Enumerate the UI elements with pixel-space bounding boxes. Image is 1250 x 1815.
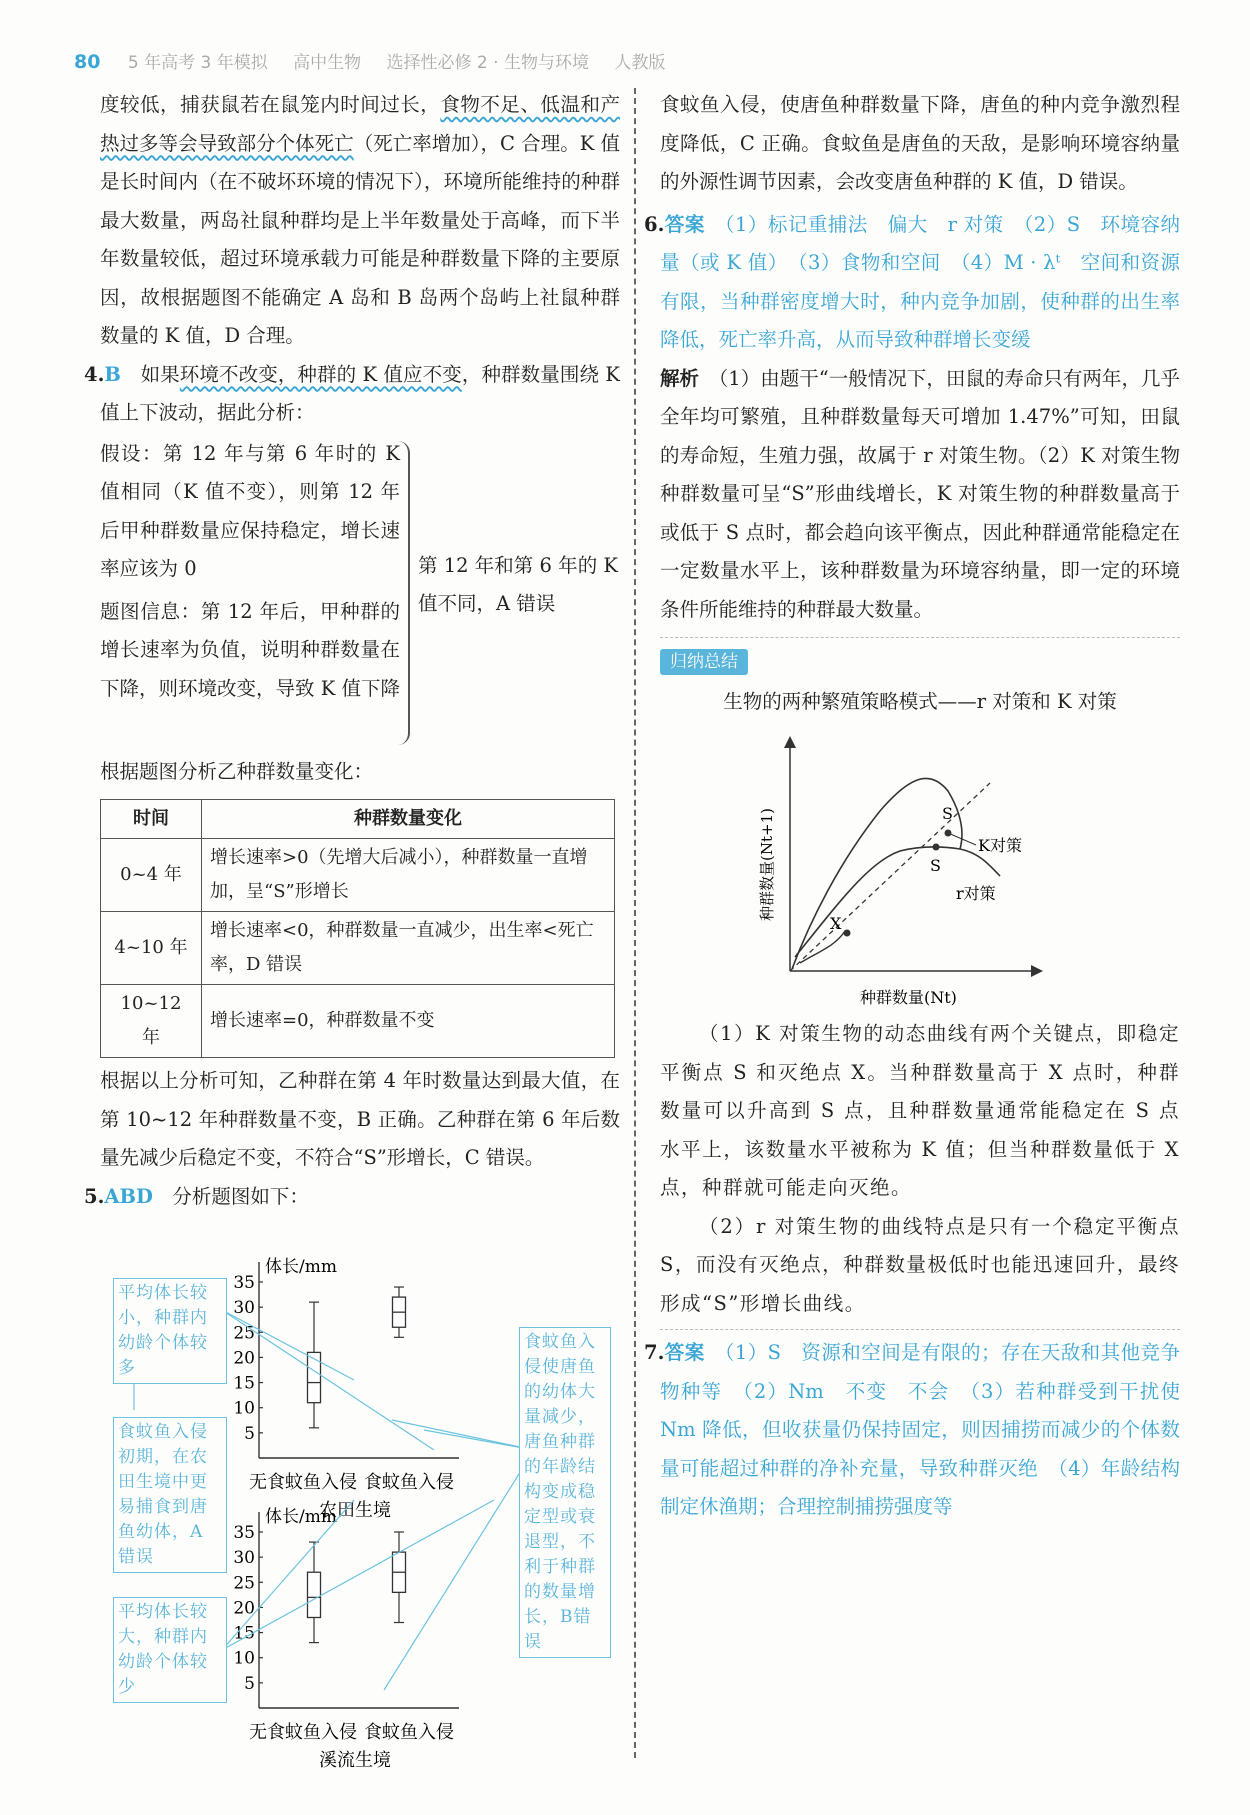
table-intro: 根据题图分析乙种群数量变化： (100, 759, 374, 783)
point-S-r (933, 844, 940, 851)
summary-tag: 归纳总结 (660, 649, 748, 675)
annotation-note: 平均体长较大，种群内幼龄个体较少 (113, 1597, 227, 1703)
box (308, 1572, 321, 1617)
summary-title: 生物的两种繁殖策略模式——r 对策和 K 对策 (723, 689, 1117, 713)
label-r-strategy: r对策 (956, 884, 996, 903)
chart-title: 农田生境 (319, 1500, 391, 1521)
y-tick-label: 15 (233, 1623, 255, 1644)
paragraph: 根据以上分析可知，乙种群在第 4 年时数量达到最大值，在第 10~12 年种群数量不变，B 正确。乙种群在第 6 年后数量先减少后稳定不变，不符合“S”形增长，C 错误。 (100, 1069, 620, 1169)
y-tick-label: 20 (233, 1598, 255, 1619)
brace (396, 441, 410, 745)
category-label: 食蚊鱼入侵 (364, 1472, 454, 1493)
page-number: 80 (74, 51, 101, 73)
header-item: 人教版 (614, 53, 666, 73)
page-header (74, 48, 685, 73)
column-divider (634, 88, 636, 1758)
y-axis-label: 体长/mm (265, 1507, 337, 1527)
summary-paragraph: （2）r 对策生物的曲线特点是只有一个稳定平衡点 S，而没有灭绝点，种群数量极低时也能迅速回升，最终形成“S”形增长曲线。 (660, 1214, 1180, 1315)
category-label: 食蚊鱼入侵 (364, 1722, 454, 1743)
table-row: 4~10 年 增长速率<0，种群数量一直减少，出生率<死亡率，D 错误 (101, 912, 615, 985)
bracket-item: 假设：第 12 年与第 6 年时的 K 值相同（K 值不变），则第 12 年后甲种群数量应保持稳定，增长速率应该为 0 (100, 441, 400, 580)
y-tick-label: 35 (233, 1523, 255, 1543)
y-tick-label: 10 (233, 1398, 255, 1419)
summary-box (660, 637, 1180, 1323)
r-k-strategy-figure (660, 721, 1180, 1011)
header-item: 5 年高考 3 年模拟 (127, 53, 268, 73)
category-label: 无食蚊鱼入侵 (249, 1472, 357, 1493)
analysis: 解析 （1）由题干“一般情况下，田鼠的寿命只有两年，几乎全年均可繁殖，且种群数量每天可增加 1.47%”可知，田鼠的寿命短，生殖力强，故属于 r 对策生物。（2）K 对策生物种群数量可呈“S”形曲线增长，K 对策生物的种群数量高于或低于 S 点时，都会趋向该平衡点，因此种群通常能稳定在一定数量水平上，该种群数量为环境容纳量，即一定的环境条件所能维持的种群最大数量。 (660, 366, 1180, 621)
point-X (844, 930, 851, 937)
x-axis-label: 种群数量(Nt) (860, 988, 957, 1007)
y-tick-label: 25 (233, 1323, 255, 1344)
y-tick-label: 5 (244, 1673, 255, 1694)
paragraph: 度较低，捕获鼠若在鼠笼内时间过长，食物不足、低温和产热过多等会导致部分个体死亡（死亡率增加），C 合理。K 值是长时间内（在不破坏环境的情况下），环境所能维持的种群最大数量，两岛社鼠种群均是上半年数量处于高峰，而下半年数量较低，超过环境承载力可能是种群数量下降的主要原因，故根据题图不能确定 A 岛和 B 岛两个岛屿上社鼠种群数量的 K 值，D 合理。 (100, 93, 620, 347)
question-7: 7.答案 （1）S 资源和空间是有限的；存在天敌和其他竞争物种等 （2）Nm 不变 不会 （3）若种群受到干扰使 Nm 降低，但收获量仍保持固定，则因捕捞而减少的个体数量可能超过种群的净补充量，导致种群灭绝 （4）年龄结构 制定休渔期；合理控制捕捞强度等 (660, 1329, 1180, 1527)
bracket-conclusion: 第 12 年和第 6 年的 K 值不同，A 错误 (418, 553, 618, 615)
y-tick-label: 15 (233, 1373, 255, 1394)
table-header: 种群数量变化 (202, 800, 615, 839)
y-tick-label: 25 (233, 1573, 255, 1594)
y-tick-label: 10 (233, 1648, 255, 1669)
connector-line (222, 1500, 494, 1650)
label-X: X (830, 914, 842, 933)
label-S: S (930, 856, 941, 875)
category-label: 无食蚊鱼入侵 (249, 1722, 357, 1743)
annotation-note: 食蚊鱼入侵使唐鱼的幼体大量减少，唐鱼种群的年龄结构变成稳定型或衰退型，不利于种群的数量增长，B错误 (519, 1327, 611, 1658)
summary-paragraph: （1）K 对策生物的动态曲线有两个关键点，即稳定平衡点 S 和灭绝点 X。当种群数量高于 X 点时，种群数量可以升高到 S 点，且种群数量通常能稳定在 S 点水平上，该数量水平被称为 K 值；但当种群数量低于 X 点，种群就可能走向灭绝。 (660, 1022, 1180, 1199)
y-tick-label: 20 (233, 1348, 255, 1369)
header-item: 选择性必修 2 · 生物与环境 (386, 53, 589, 73)
question-6: 6.答案 （1）标记重捕法 偏大 r 对策 （2）S 环境容纳量（或 K 值） （3）食物和空间 （4）M · λᵗ 空间和资源有限，当种群密度增大时，种内竞争加剧，使种群的出生率降低，死亡率升高，从而导致种群增长变缓 (644, 212, 1180, 351)
chart-title: 溪流生境 (319, 1750, 391, 1771)
connector-line (424, 1430, 534, 1450)
label-S: S (942, 804, 953, 823)
y-tick-label: 30 (233, 1548, 255, 1569)
y-tick-label: 30 (233, 1298, 255, 1319)
table-row: 0~4 年 增长速率>0（先增大后减小），种群数量一直增加，呈“S”形增长 (101, 839, 615, 912)
paragraph: 食蚊鱼入侵，使唐鱼种群数量下降，唐鱼的种内竞争激烈程度降低，C 正确。食蚊鱼是唐鱼的天敌，是影响环境容纳量的外源性调节因素，会改变唐鱼种群的 K 值，D 错误。 (660, 93, 1180, 193)
y-tick-label: 35 (233, 1273, 255, 1293)
table-row: 10~12 年 增长速率=0，种群数量不变 (101, 985, 615, 1058)
annotation-note: 平均体长较小，种群内幼龄个体较多 (113, 1278, 227, 1384)
table-header: 时间 (101, 800, 202, 839)
connector-line (222, 1310, 354, 1380)
y-axis-label: 体长/mm (265, 1257, 337, 1277)
label-k-strategy: K对策 (978, 836, 1022, 855)
data-table (100, 799, 615, 1058)
y-axis-label: 种群数量(Nt+1) (758, 808, 776, 921)
bracket-item: 题图信息：第 12 年后，甲种群的增长速率为负值，说明种群数量在下降，则环境改变，导致 K 值下降 (100, 599, 400, 700)
right-column (644, 86, 1200, 1527)
left-column (84, 86, 620, 1216)
connector-line (392, 1420, 534, 1450)
question-4: 4.B 如果环境不改变，种群的 K 值应不变，种群数量围绕 K 值上下波动，据此分析： (84, 362, 620, 424)
diagonal-line (790, 783, 990, 971)
box (308, 1352, 321, 1402)
question-5: 5.ABD 分析题图如下： (84, 1184, 309, 1208)
header-item: 高中生物 (293, 53, 362, 73)
y-tick-label: 5 (244, 1423, 255, 1444)
analysis-bracket (100, 435, 620, 753)
annotation-note: 食蚊鱼入侵初期，在农田生境中更易捕食到唐鱼幼体，A 错误 (113, 1417, 227, 1573)
